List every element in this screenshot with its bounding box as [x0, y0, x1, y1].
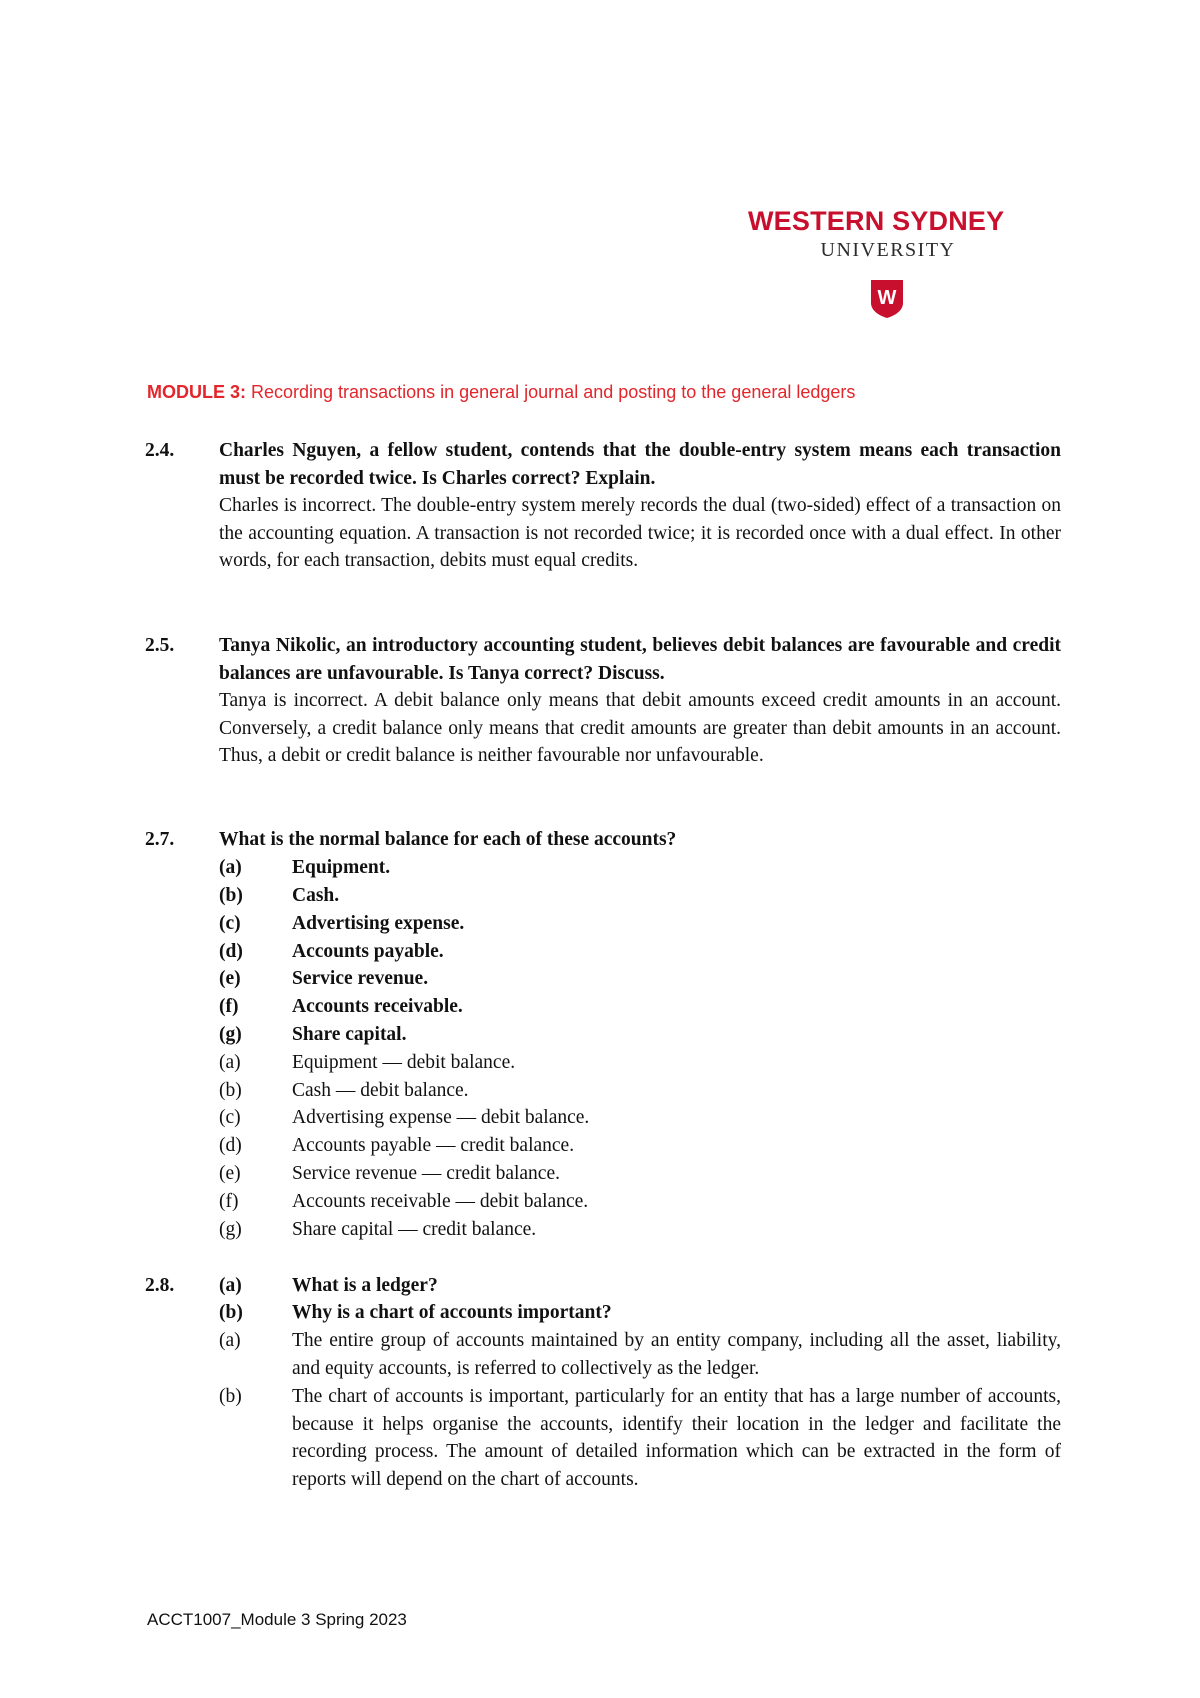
- question-text: Tanya Nikolic, an introductory accounting student, believes debit balances are favourable and credit balances are unfavourable. Is Tanya correct? Discuss.: [219, 635, 1061, 684]
- shield-emblem-icon: [870, 279, 904, 319]
- answer-item-text: Equipment — debit balance.: [292, 1052, 516, 1073]
- item-text: Advertising expense.: [292, 913, 465, 934]
- answer-item-text: Cash — debit balance.: [292, 1080, 469, 1101]
- item-text: Equipment.: [292, 857, 391, 878]
- answer-label: (g): [219, 1219, 242, 1240]
- item-label: (b): [219, 1302, 243, 1323]
- answer-label: (f): [219, 1191, 239, 1212]
- answer-label: (a): [219, 1330, 241, 1351]
- answer-item-text: Advertising expense — debit balance.: [292, 1107, 590, 1128]
- answer-item-text: Accounts receivable — debit balance.: [292, 1191, 589, 1212]
- module-label: MODULE 3:: [147, 382, 246, 402]
- item-text: Cash.: [292, 885, 340, 906]
- item-label: (d): [219, 941, 243, 962]
- question-item: [219, 1021, 1061, 1049]
- answer-item: [219, 1216, 1061, 1244]
- item-label: (c): [219, 913, 241, 934]
- answer-label: (b): [219, 1080, 242, 1101]
- answer-item-text: Share capital — credit balance.: [292, 1219, 537, 1240]
- item-label: (a): [219, 1275, 242, 1296]
- item-text: Accounts payable.: [292, 941, 444, 962]
- question-number: 2.5.: [145, 635, 175, 656]
- answer-label: (e): [219, 1163, 241, 1184]
- question-item: [219, 938, 1061, 966]
- question-text: Charles Nguyen, a fellow student, contends that the double-entry system means each transaction must be recorded twice. Is Charles correct? Explain.: [219, 440, 1061, 489]
- item-text: What is a ledger?: [292, 1275, 438, 1296]
- item-text: Why is a chart of accounts important?: [292, 1302, 612, 1323]
- answer-item: [219, 1049, 1061, 1077]
- answer-text: Tanya is incorrect. A debit balance only means that debit amounts exceed credit amounts in an account. Conversely, a credit balance only means that credit amounts are greater than debit amounts in an account. Thus, a debit or credit balance is neither favourable nor unfavourable.: [219, 690, 1061, 767]
- item-label: (e): [219, 968, 241, 989]
- shield-emblem-letter: W: [877, 287, 897, 309]
- answer-item-text: The entire group of accounts maintained by an entity company, including all the asset, liability, and equity accounts, is referred to collectively as the ledger.: [292, 1330, 1061, 1379]
- item-label: (f): [219, 996, 239, 1017]
- answer-item-text: The chart of accounts is important, particularly for an entity that has a large number of accounts, because it helps organise the accounts, identify their location in the ledger and facilitate the recording process. The amount of detailed information which can be extracted in the form of reports will depend on the chart of accounts.: [292, 1386, 1061, 1491]
- logo-wordmark-line1: WESTERN SYDNEY: [748, 206, 1005, 236]
- answer-item: [219, 1160, 1061, 1188]
- module-title: Recording transactions in general journal and posting to the general ledgers: [246, 382, 856, 402]
- question-item: [219, 1272, 1061, 1300]
- answer-text: Charles is incorrect. The double-entry system merely records the dual (two-sided) effect of a transaction on the accounting equation. A transaction is not recorded twice; it is recorded once with a dual effect. In other words, for each transaction, debits must equal credits.: [219, 495, 1061, 572]
- answer-item: [219, 1327, 1061, 1382]
- answer-item-text: Accounts payable — credit balance.: [292, 1135, 575, 1156]
- question-number: 2.8.: [145, 1275, 175, 1296]
- item-label: (b): [219, 885, 243, 906]
- module-heading: [147, 380, 1147, 404]
- page-footer: ACCT1007_Module 3 Spring 2023: [147, 1610, 407, 1629]
- question-item: [219, 965, 1061, 993]
- item-label: (a): [219, 857, 242, 878]
- answer-label: (b): [219, 1386, 242, 1407]
- item-text: Service revenue.: [292, 968, 429, 989]
- question-number: 2.7.: [145, 829, 175, 850]
- question-number: 2.4.: [145, 440, 175, 461]
- answer-label: (a): [219, 1052, 241, 1073]
- item-text: Accounts receivable.: [292, 996, 463, 1017]
- answer-item: [219, 1132, 1061, 1160]
- university-logo: [748, 206, 1028, 326]
- question-item: [219, 1299, 1061, 1327]
- question-item: [219, 910, 1061, 938]
- logo-wordmark-line2: UNIVERSITY: [820, 239, 956, 261]
- question-item: [219, 882, 1061, 910]
- item-label: (g): [219, 1024, 242, 1045]
- answer-item: [219, 1383, 1061, 1494]
- question-text: What is the normal balance for each of these accounts?: [219, 829, 677, 850]
- answer-item-text: Service revenue — credit balance.: [292, 1163, 560, 1184]
- answer-item: [219, 1188, 1061, 1216]
- answer-item: [219, 1077, 1061, 1105]
- answer-item: [219, 1104, 1061, 1132]
- item-text: Share capital.: [292, 1024, 407, 1045]
- question-item: [219, 993, 1061, 1021]
- question-item: [219, 854, 1061, 882]
- answer-label: (d): [219, 1135, 242, 1156]
- answer-label: (c): [219, 1107, 241, 1128]
